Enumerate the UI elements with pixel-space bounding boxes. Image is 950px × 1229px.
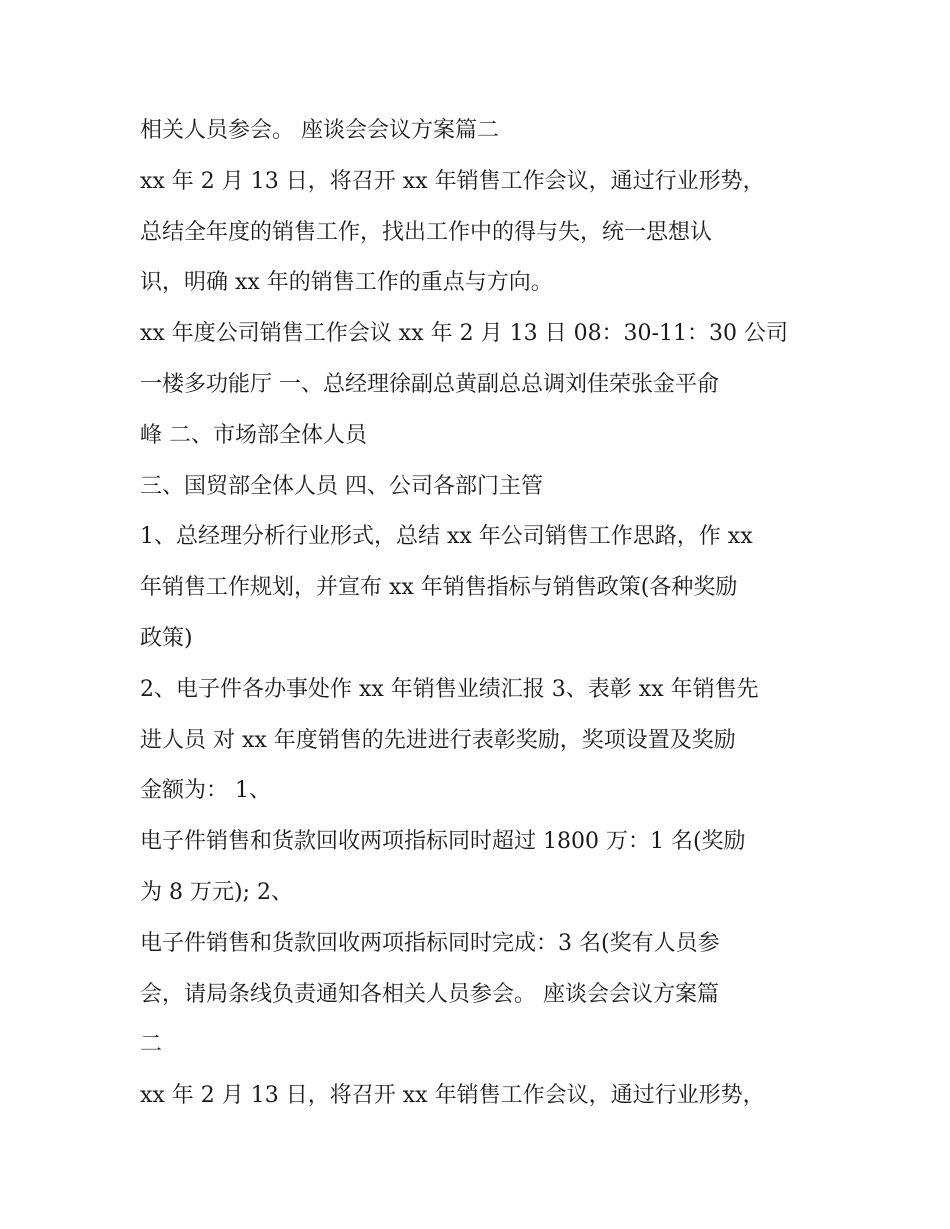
- text-line: 三、国贸部全体人员 四、公司各部门主管: [140, 473, 543, 499]
- text-line: 电子件销售和货款回收两项指标同时完成：3 名(奖有人员参: [140, 930, 720, 956]
- text-line: xx 年 2 月 13 日，将召开 xx 年销售工作会议，通过行业形势，: [140, 168, 765, 194]
- document-body: [140, 106, 830, 1122]
- text-line: 进人员 对 xx 年度销售的先进进行表彰奖励，奖项设置及奖励: [140, 727, 736, 753]
- text-line: 会，请局条线负责通知各相关人员参会。 座谈会会议方案篇: [140, 981, 719, 1007]
- text-line: 政策): [140, 625, 193, 651]
- text-line: xx 年度公司销售工作会议 xx 年 2 月 13 日 08：30-11：30 公司: [140, 321, 788, 347]
- text-line: 金额为： 1、: [140, 778, 271, 804]
- text-line: 峰 二、市场部全体人员: [140, 422, 367, 448]
- text-line: 电子件销售和货款回收两项指标同时超过 1800 万：1 名(奖励: [140, 829, 746, 855]
- text-line: 2、电子件各办事处作 xx 年销售业绩汇报 3、表彰 xx 年销售先: [140, 676, 759, 702]
- text-line: 1、总经理分析行业形式，总结 xx 年公司销售工作思路，作 xx: [140, 524, 753, 550]
- text-line: 一楼多功能厅 一、总经理徐副总黄副总总调刘佳荣张金平俞: [140, 371, 719, 397]
- text-line: 相关人员参会。 座谈会会议方案篇二: [140, 118, 499, 143]
- text-line: xx 年 2 月 13 日，将召开 xx 年销售工作会议，通过行业形势，: [140, 1083, 765, 1109]
- text-line: 年销售工作规划，并宣布 xx 年销售指标与销售政策(各种奖励: [140, 575, 738, 601]
- text-line: 为 8 万元); 2、: [140, 879, 293, 905]
- text-line: 总结全年度的销售工作，找出工作中的得与失，统一思想认: [140, 219, 713, 245]
- text-line: 二: [140, 1032, 163, 1058]
- text-line: 识，明确 xx 年的销售工作的重点与方向。: [140, 270, 553, 296]
